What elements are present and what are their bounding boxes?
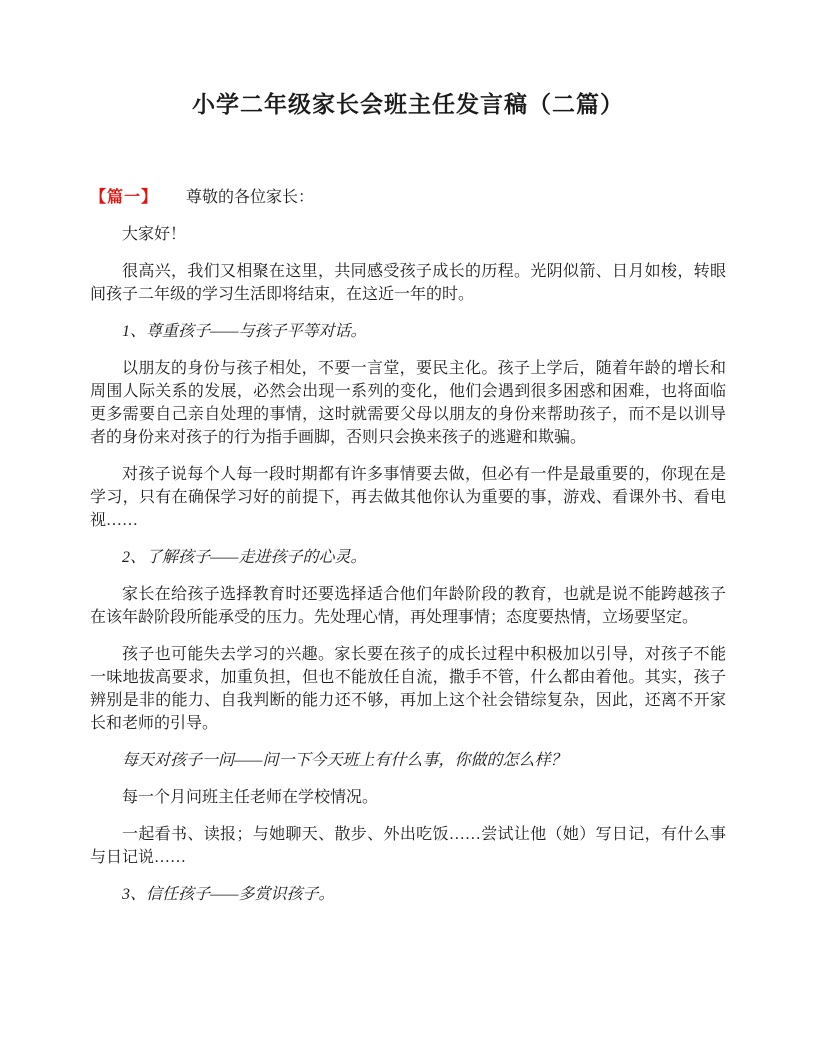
salutation-text: 尊敬的各位家长： <box>186 189 315 206</box>
paragraph-intro: 很高兴，我们又相聚在这里，共同感受孩子成长的历程。光阴似箭、日月如梭，转眼间孩子二年级的学习生活即将结束，在这近一年的时。 <box>90 263 726 303</box>
section-opening-line <box>90 186 726 209</box>
paragraph-body: 家长在给孩子选择教育时还要选择适合他们年龄阶段的教育，也就是说不能跨越孩子在该年龄阶段所能承受的压力。先处理心情，再处理事情；态度要热情，立场要坚定。 <box>90 586 726 626</box>
paragraph-body: 每一个月问班主任老师在学校情况。 <box>122 789 379 806</box>
paragraph-body: 一起看书、读报；与她聊天、散步、外出吃饭……尝试让他（她）写日记，有什么事与日记说…… <box>90 826 726 866</box>
section-heading-1: 1、尊重孩子——与孩子平等对话。 <box>122 323 367 340</box>
paragraph-body: 孩子也可能失去学习的兴趣。家长要在孩子的成长过程中积极加以引导，对孩子不能一味地拔高要求，加重负担，但也不能放任自流，撒手不管，什么都由着他。其实，孩子辨别是非的能力、自我判断的能力还不够，再加上这个社会错综复杂，因此，还离不开家长和老师的引导。 <box>90 646 726 732</box>
paragraph-greeting: 大家好！ <box>122 226 187 243</box>
section-label: 【篇一】 <box>90 189 159 206</box>
document-title: 小学二年级家长会班主任发言稿（二篇） <box>192 92 624 117</box>
section-heading-2: 2、了解孩子——走进孩子的心灵。 <box>122 549 367 566</box>
section-heading-3: 3、信任孩子——多赏识孩子。 <box>122 886 335 903</box>
paragraph-body: 对孩子说每个人每一段时期都有许多事情要去做，但必有一件是最重要的，你现在是学习，只有在确保学习好的前提下，再去做其他你认为重要的事，游戏、看课外书、看电视…… <box>90 466 726 529</box>
paragraph-body: 以朋友的身份与孩子相处，不要一言堂，要民主化。孩子上学后，随着年龄的增长和周围人际关系的发展，必然会出现一系列的变化，他们会遇到很多困惑和困难，也将面临更多需要自己亲自处理的事情，这时就需要父母以朋友的身份来帮助孩子，而不是以训导者的身份来对孩子的行为指手画脚，否则只会换来孩子的逃避和欺骗。 <box>90 360 726 446</box>
paragraph-daily-question: 每天对孩子一问——问一下今天班上有什么事，你做的怎么样？ <box>122 752 567 769</box>
